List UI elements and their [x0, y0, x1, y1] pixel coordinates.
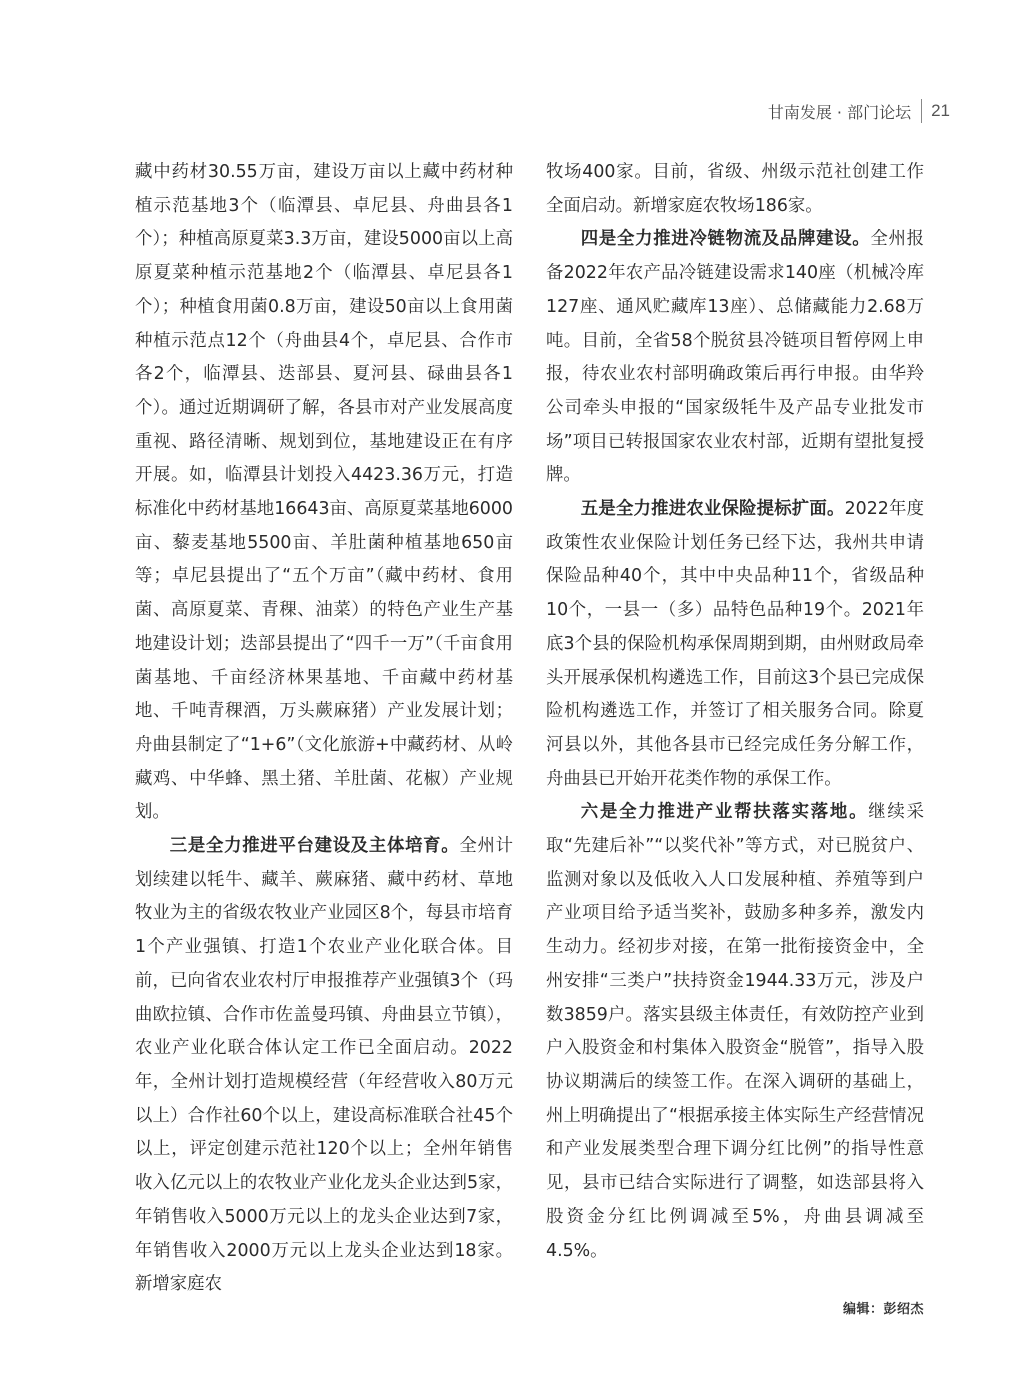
right-column [546, 156, 924, 1268]
paragraph-industry-assistance [546, 796, 924, 1268]
paragraph-insurance [546, 493, 924, 796]
running-header [768, 98, 950, 124]
paragraph-body: 2022年度政策性农业保险计划任务已经下达，我州共申请保险品种40个，其中中央品种11个，省级品种10个，一县一（多）品特色品种19个。2021年底3个县的保险机构承保周期到期，由州财政局牵头开展承保机构遴选工作，目前这3个县已完成保险机构遴选工作，并签订了相关服务合同。除夏河县以外，其他各县市已经完成任务分解工作，舟曲县已开始开花类作物的承保工作。 [546, 499, 924, 789]
header-title: 甘南发展 · 部门论坛 [767, 102, 912, 122]
left-column [135, 156, 513, 1302]
paragraph-cold-chain [546, 223, 924, 493]
paragraph-body: 继续采取“先建后补”“以奖代补”等方式，对已脱贫户、监测对象以及低收入人口发展种植、养殖等到户产业项目给予适当奖补，鼓励多种多养，激发内生动力。经初步对接，在第一批衔接资金中，全州安排“三类户”扶持资金1944.33万元，涉及户数3859户。落实县级主体责任，有效防控产业到户入股资金和村集体入股资金“脱管”，指导入股协议期满后的续签工作。在深入调研的基础上，州上明确提出了“根据承接主体实际生产经营情况和产业发展类型合理下调分红比例”的指导性意见，县市已结合实际进行了调整，如迭部县将入股资金分红比例调减至5%，舟曲县调减至4.5%。 [546, 802, 924, 1261]
editor-credit: 编辑：彭绍杰 [842, 1302, 924, 1317]
paragraph-platform-building [135, 830, 513, 1302]
paragraph-lead: 三是全力推进平台建设及主体培育。 [169, 836, 460, 857]
paragraph-body: 全州计划续建以牦牛、藏羊、蕨麻猪、藏中药材、草地牧业为主的省级农牧业产业园区8个，每县市培育1个产业强镇、打造1个农业产业化联合体。目前，已向省农业农村厅申报推荐产业强镇3个（玛曲欧拉镇、合作市佐盖曼玛镇、舟曲县立节镇），农业产业化联合体认定工作已全面启动。2022年，全州计划打造规模经营（年经营收入80万元以上）合作社60个以上，建设高标准联合社45个以上，评定创建示范社120个以上；全州年销售收入亿元以上的农牧业产业化龙头企业达到5家，年销售收入5000万元以上的龙头企业达到7家，年销售收入2000万元以上龙头企业达到18家。新增家庭农 [135, 836, 513, 1295]
paragraph-continuation: 牧场400家。目前，省级、州级示范社创建工作全面启动。新增家庭农牧场186家。 [546, 162, 924, 216]
paragraph-lead: 五是全力推进农业保险提标扩面。 [580, 499, 845, 520]
paragraph-lead: 六是全力推进产业帮扶落实落地。 [580, 802, 869, 823]
page-number: 21 [931, 101, 950, 120]
paragraph-body: 全州报备2022年农产品冷链建设需求140座（机械冷库127座、通风贮藏库13座）、总储藏能力2.68万吨。目前，全省58个脱贫县冷链项目暂停网上申报，待农业农村部明确政策后再行申报。由华羚公司牵头申报的“国家级牦牛及产品专业批发市场”项目已转报国家农业农村部，近期有望批复授牌。 [546, 229, 924, 486]
header-divider [921, 99, 922, 123]
paragraph-lead: 四是全力推进冷链物流及品牌建设。 [580, 229, 871, 250]
paragraph-planting-bases: 藏中药材30.55万亩，建设万亩以上藏中药材种植示范基地3个（临潭县、卓尼县、舟曲县各1个）；种植高原夏菜3.3万亩，建设5000亩以上高原夏菜种植示范基地2个（临潭县、卓尼县各1个）；种植食用菌0.8万亩，建设50亩以上食用菌种植示范点12个（舟曲县4个，卓尼县、合作市各2个，临潭县、迭部县、夏河县、碌曲县各1个）。通过近期调研了解，各县市对产业发展高度重视、路径清晰、规划到位，基地建设正在有序开展。如，临潭县计划投入4423.36万元，打造标准化中药材基地16643亩、高原夏菜基地6000亩、藜麦基地5500亩、羊肚菌种植基地650亩等；卓尼县提出了“五个万亩”（藏中药材、食用菌、高原夏菜、青稞、油菜）的特色产业生产基地建设计划；迭部县提出了“四千一万”（千亩食用菌基地、千亩经济林果基地、千亩藏中药材基地、千吨青稞酒，万头蕨麻猪）产业发展计划；舟曲县制定了“1+6”（文化旅游+中藏药材、从岭藏鸡、中华蜂、黑土猪、羊肚菌、花椒）产业规划。 [135, 162, 513, 823]
